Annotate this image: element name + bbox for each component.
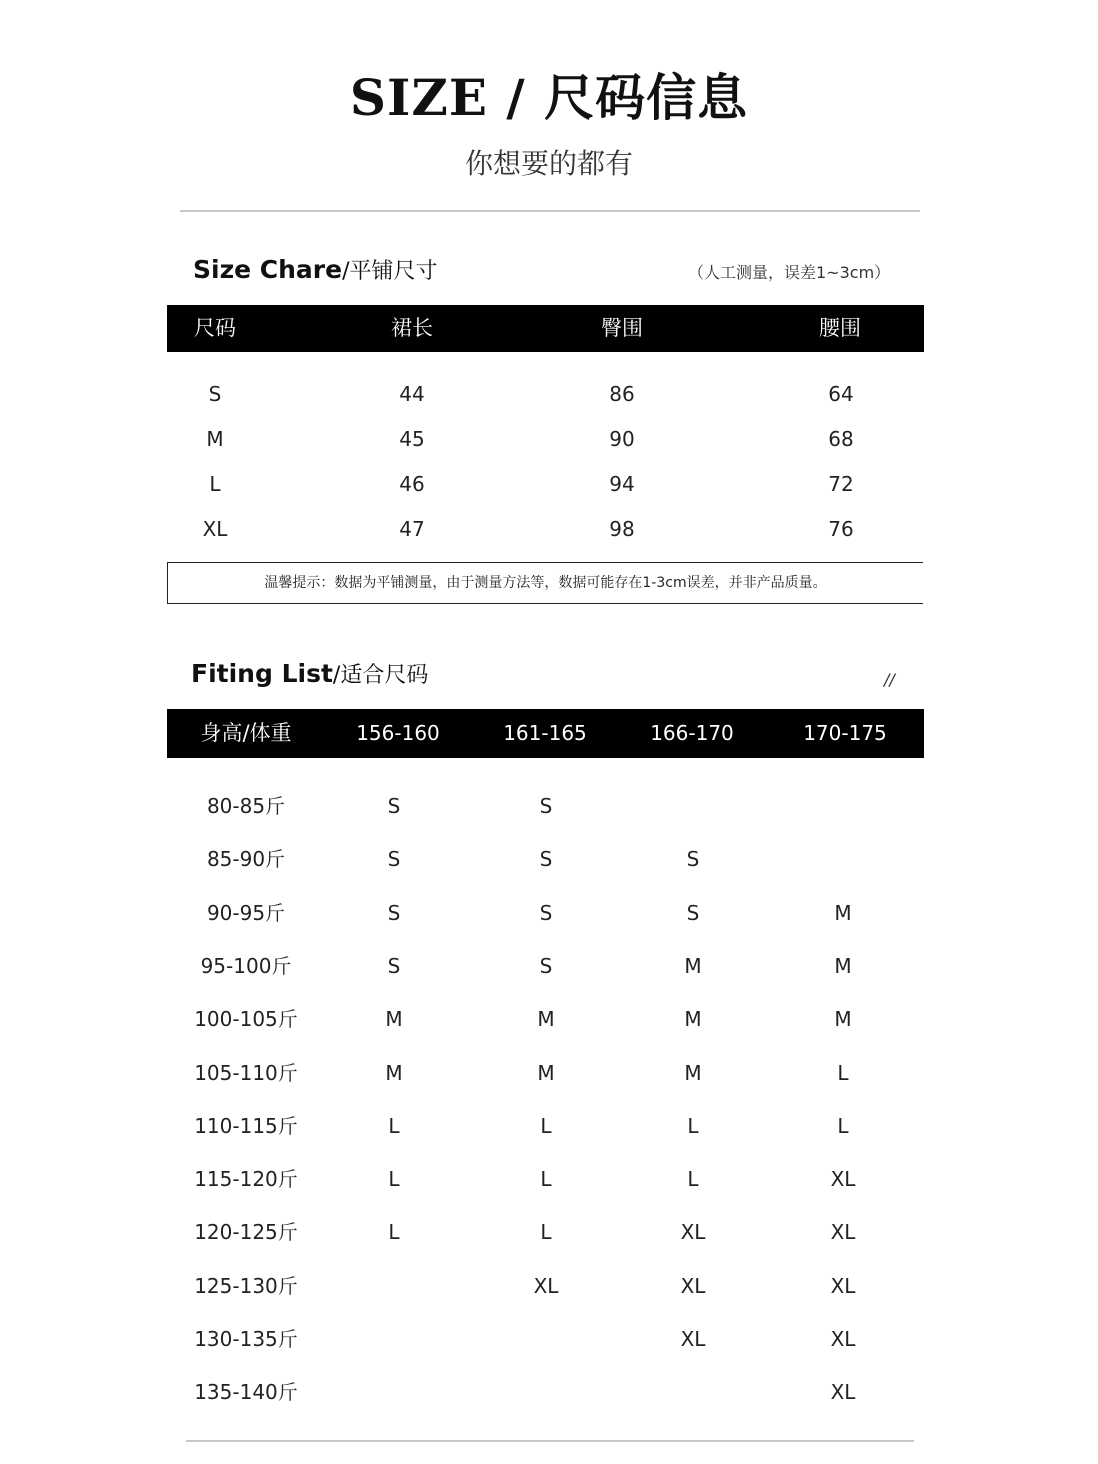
weight-range-label: 105-110斤 <box>194 1060 298 1085</box>
fit-size-cell: S <box>539 900 553 925</box>
fit-size-cell: XL <box>830 1327 856 1351</box>
size-chart-title-cn: /平铺尺寸 <box>342 259 438 284</box>
fit-size-cell: M <box>834 900 852 925</box>
size-chart-cell: 76 <box>828 517 854 541</box>
weight-range-label: 120-125斤 <box>194 1220 298 1245</box>
size-chart-cell: 44 <box>399 382 425 406</box>
fit-size-cell: XL <box>830 1167 856 1192</box>
fit-size-cell: M <box>385 1007 403 1032</box>
measurement-tip: 温馨提示：数据为平铺测量，由于测量方法等，数据可能存在1-3cm误差，并非产品质量。 <box>167 562 923 604</box>
bottom-divider <box>186 1440 914 1442</box>
fitting-title-cn: /适合尺码 <box>332 663 429 688</box>
height-col-header-2: 161-165 <box>503 721 587 745</box>
fit-size-cell: S <box>686 900 700 925</box>
size-chart-title-en: Size Chare <box>193 255 343 284</box>
weight-range-label: 85-90斤 <box>206 847 286 872</box>
fit-size-cell: XL <box>680 1220 706 1245</box>
fit-size-cell: S <box>387 953 401 978</box>
fit-size-cell: M <box>834 1007 852 1032</box>
size-chart-cell: 68 <box>828 427 854 451</box>
fit-size-cell: M <box>684 1007 702 1032</box>
size-chart-cell: M <box>206 427 224 451</box>
height-col-header-1: 156-160 <box>356 721 440 745</box>
fit-size-cell: S <box>387 900 401 925</box>
height-col-header-4: 170-175 <box>803 721 887 745</box>
slash-mark: // <box>884 670 895 689</box>
fit-size-cell: L <box>687 1113 699 1138</box>
fitting-list-heading <box>191 658 428 689</box>
fit-size-cell: M <box>385 1060 403 1085</box>
fitting-title-en: Fiting List <box>191 659 333 688</box>
fit-size-cell: M <box>684 953 702 978</box>
size-chart-cell: XL <box>202 517 228 541</box>
fit-size-cell: S <box>539 794 553 818</box>
weight-range-label: 100-105斤 <box>194 1007 298 1032</box>
fit-size-cell: L <box>388 1167 400 1192</box>
fit-size-cell: M <box>834 953 852 978</box>
fit-size-cell: M <box>684 1060 702 1085</box>
height-weight-col-header: 身高/体重 <box>200 721 292 745</box>
size-chart-cell: 98 <box>609 517 635 541</box>
fitting-list-header <box>167 709 924 758</box>
top-divider <box>180 210 920 212</box>
fit-size-cell: S <box>686 847 700 872</box>
fit-size-cell: XL <box>680 1273 706 1298</box>
fit-size-cell: XL <box>680 1327 706 1351</box>
fit-size-cell: XL <box>830 1273 856 1298</box>
fit-size-cell: XL <box>830 1380 856 1405</box>
size-chart-cell: 47 <box>399 517 425 541</box>
size-chart-cell: 90 <box>609 427 635 451</box>
fit-size-cell: XL <box>830 1220 856 1245</box>
page-subtitle: 你想要的都有 <box>464 147 633 180</box>
weight-range-label: 90-95斤 <box>206 900 286 925</box>
size-chart-cell: 86 <box>609 382 635 406</box>
weight-range-label: 125-130斤 <box>194 1273 298 1298</box>
weight-range-label: 130-135斤 <box>194 1327 298 1351</box>
fit-size-cell: L <box>540 1220 552 1245</box>
fit-size-cell: S <box>387 847 401 872</box>
fit-size-cell: L <box>837 1113 849 1138</box>
size-chart-cell: 94 <box>609 472 635 496</box>
size-chart-cell: L <box>209 472 221 496</box>
fit-size-cell: S <box>539 953 553 978</box>
height-col-header-3: 166-170 <box>650 721 734 745</box>
fit-size-cell: L <box>540 1167 552 1192</box>
fit-size-cell: XL <box>533 1273 559 1298</box>
fit-size-cell: L <box>388 1113 400 1138</box>
page-title: SIZE / 尺码信息 <box>349 68 749 127</box>
weight-range-label: 135-140斤 <box>194 1380 298 1405</box>
fit-size-cell: M <box>537 1007 555 1032</box>
weight-range-label: 110-115斤 <box>194 1113 298 1138</box>
weight-range-label: 115-120斤 <box>194 1167 298 1192</box>
weight-range-label: 80-85斤 <box>206 794 286 818</box>
size-col-header: 尺码 <box>194 316 236 340</box>
waist-col-header: 腰围 <box>819 316 861 340</box>
size-chart-cell: 46 <box>399 472 425 496</box>
length-col-header: 裙长 <box>391 316 433 340</box>
fit-size-cell: S <box>539 847 553 872</box>
size-chart-cell: 45 <box>399 427 425 451</box>
size-chart-cell: 64 <box>828 382 854 406</box>
measure-note: （人工测量，误差1~3cm） <box>688 263 891 282</box>
weight-range-label: 95-100斤 <box>200 953 292 978</box>
size-chart-cell: 72 <box>828 472 854 496</box>
hip-col-header: 臀围 <box>601 316 643 340</box>
fit-size-cell: L <box>687 1167 699 1192</box>
fit-size-cell: M <box>537 1060 555 1085</box>
size-chart-heading <box>193 254 438 285</box>
fit-size-cell: S <box>387 794 401 818</box>
fit-size-cell: L <box>388 1220 400 1245</box>
size-chart-cell: S <box>208 382 222 406</box>
fit-size-cell: L <box>540 1113 552 1138</box>
fit-size-cell: L <box>837 1060 849 1085</box>
size-chart-header <box>167 305 924 352</box>
